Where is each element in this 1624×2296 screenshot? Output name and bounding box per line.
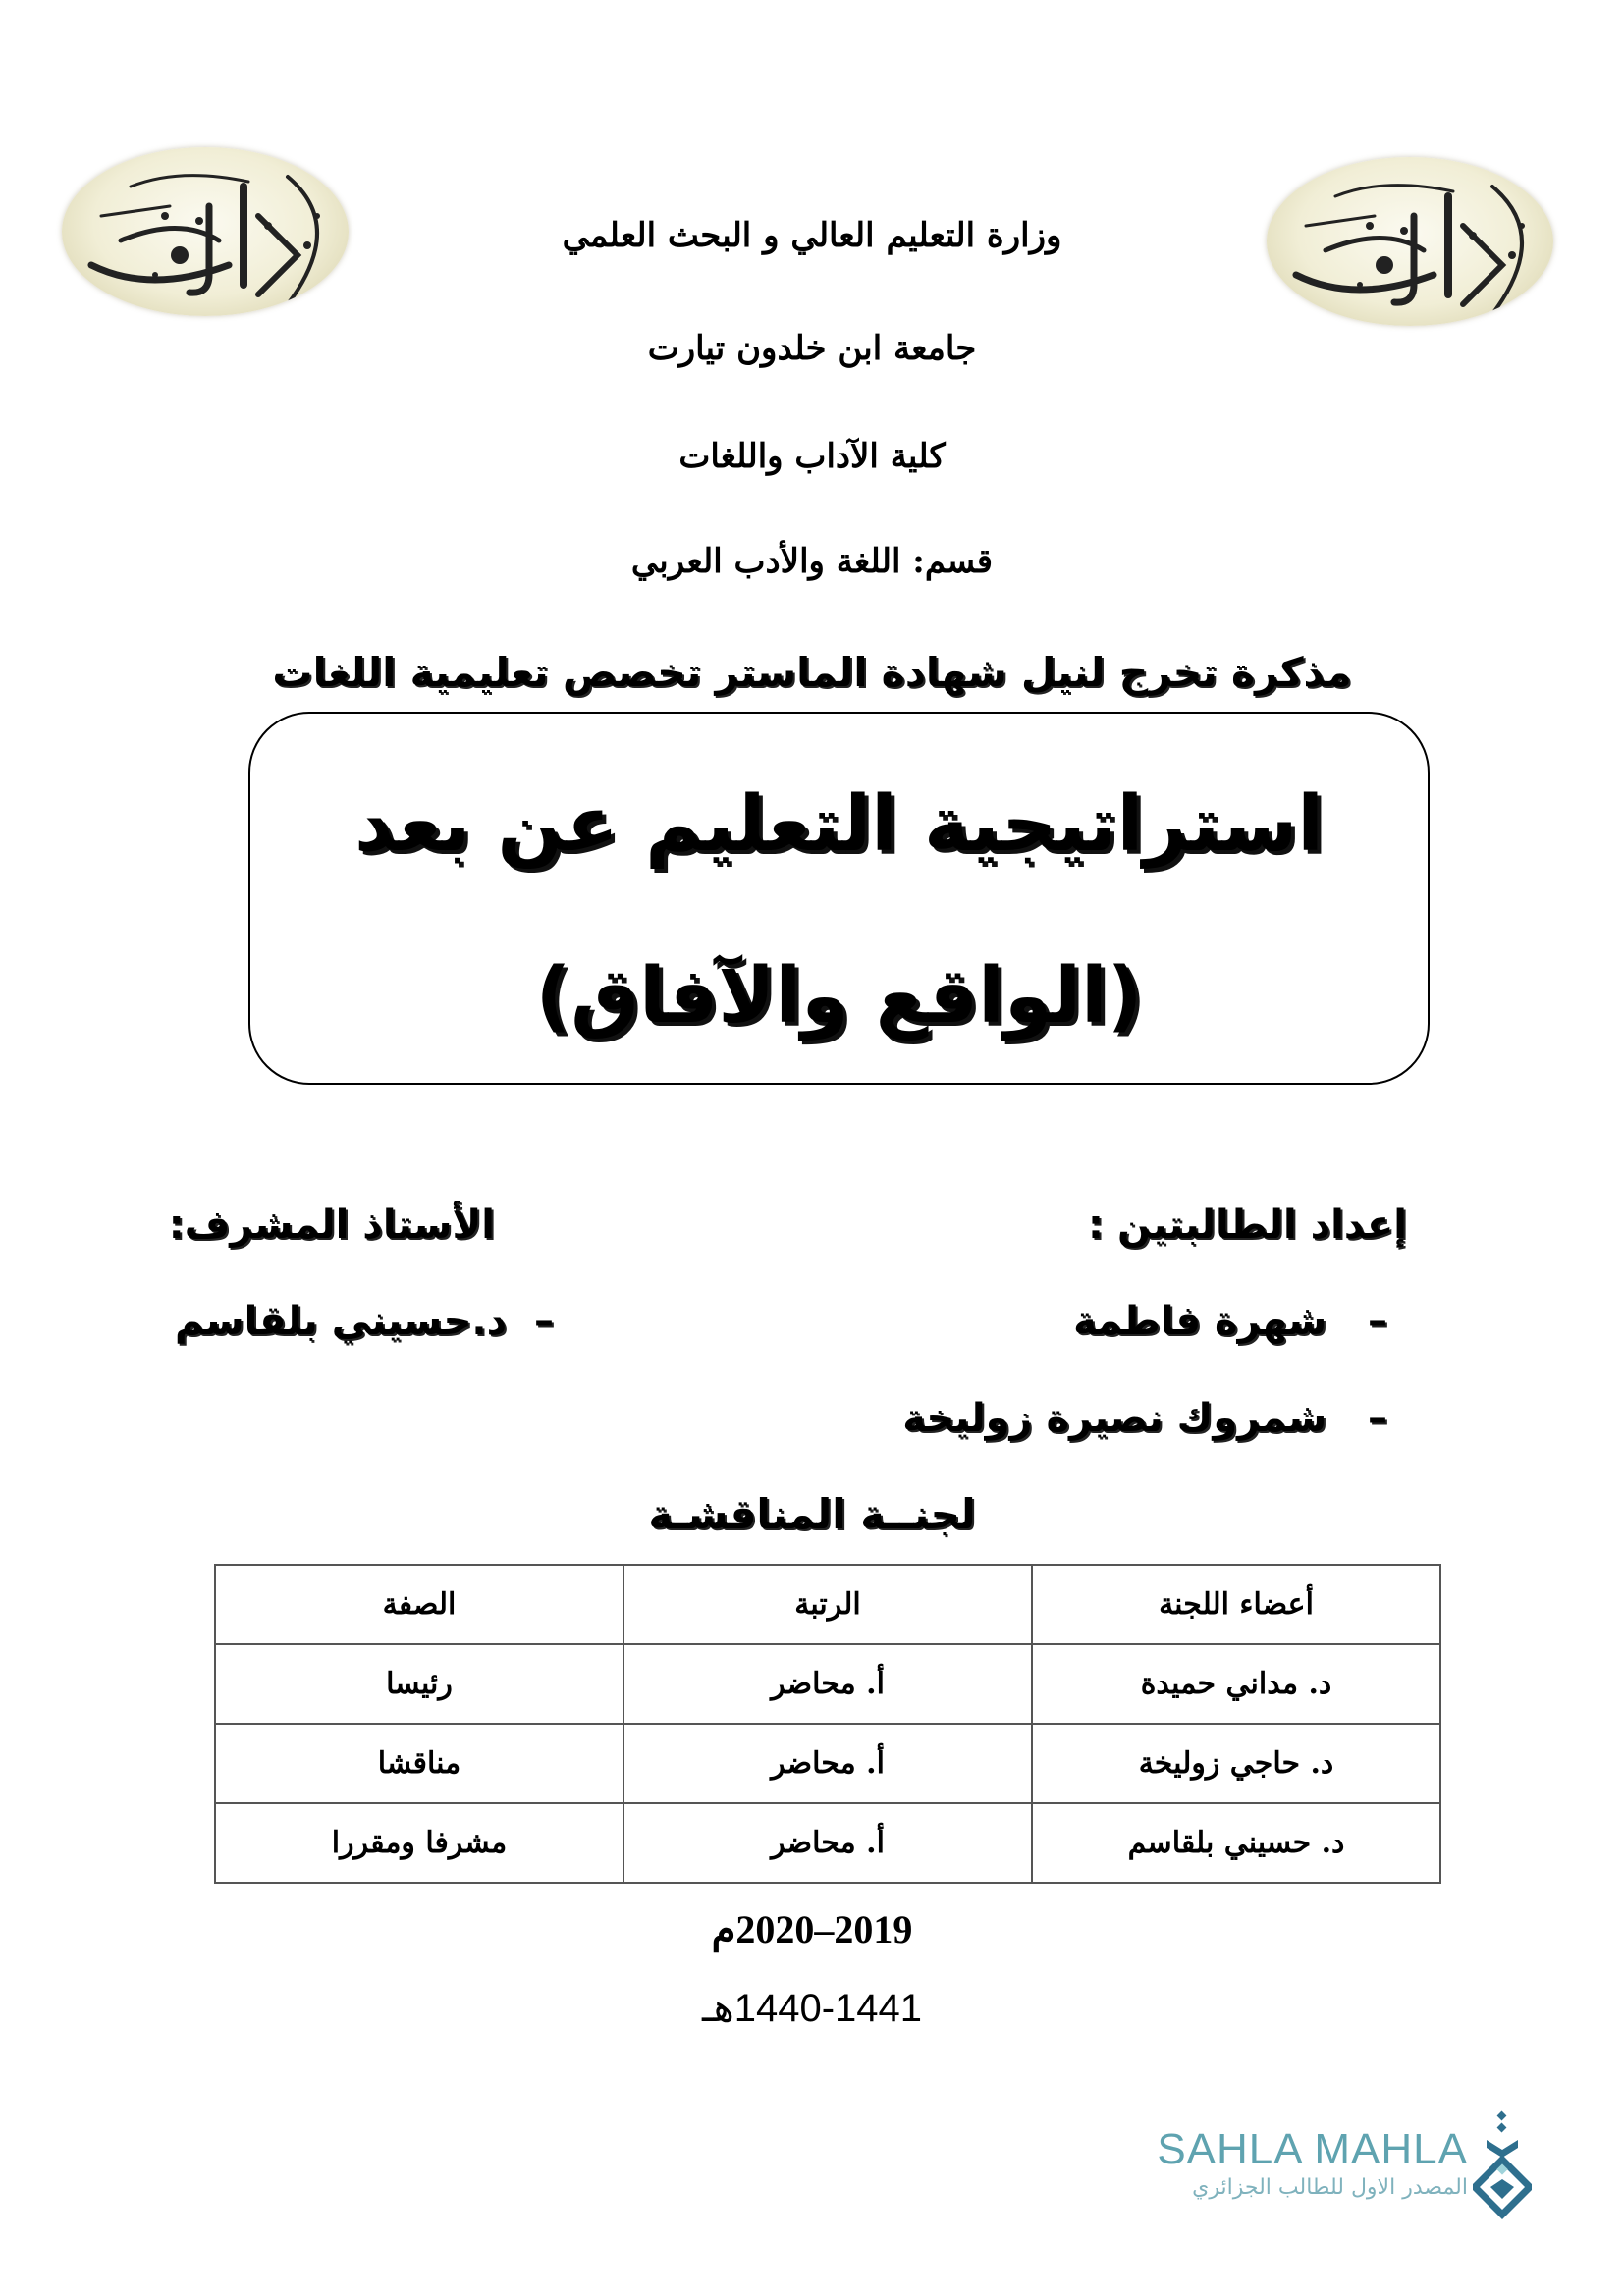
bullet-dash: – (1368, 1396, 1387, 1441)
member-name: د. حاجي زوليخة (1032, 1724, 1440, 1803)
student-name: شمروك نصيرة زوليخة (902, 1396, 1327, 1441)
member-rank: أ. محاضر (623, 1803, 1032, 1883)
hijri-year: 1440-1441هـ (701, 1987, 923, 2030)
student-item (1073, 1292, 1387, 1351)
thesis-title-sub: (الواقع والآفاق) (535, 952, 1143, 1041)
students-label: إعداد الطالبتين : (1088, 1202, 1407, 1248)
member-rank: أ. محاضر (623, 1724, 1032, 1803)
table-row (215, 1803, 1440, 1883)
ministry-name: وزارة التعليم العالي و البحث العلمي (562, 216, 1062, 255)
table-row (215, 1724, 1440, 1803)
member-name: د. حسيني بلقاسم (1032, 1803, 1440, 1883)
bullet-dash: – (1368, 1299, 1387, 1344)
supervisor-name: د.حسيني بلقاسم (174, 1299, 508, 1344)
brand-tagline: المصدر الاول للطالب الجزائري (1192, 2175, 1468, 2200)
university-name: جامعة ابن خلدون تيارت (647, 329, 977, 368)
member-name: د. مداني حميدة (1032, 1644, 1440, 1724)
supervisor-label: الأستاذ المشرف: (168, 1202, 495, 1248)
table-row (215, 1644, 1440, 1724)
column-header: أعضاء اللجنة (1032, 1565, 1440, 1644)
member-role: مناقشا (215, 1724, 623, 1803)
brand-name: SAHLA MAHLA (1157, 2125, 1468, 2173)
column-header: الرتبة (623, 1565, 1032, 1644)
student-name: شهرة فاطمة (1073, 1299, 1327, 1344)
committee-title: لجنــة المناقشـة (648, 1490, 976, 1538)
member-role: رئيسا (215, 1644, 623, 1724)
supervisor-item (175, 1292, 554, 1351)
sahla-mahla-logo-icon (1473, 2110, 1532, 2223)
sahla-mahla-watermark (1100, 2120, 1532, 2238)
department-name: قسم: اللغة والأدب العربي (630, 542, 994, 581)
member-rank: أ. محاضر (623, 1644, 1032, 1724)
student-item (902, 1389, 1387, 1448)
thesis-title: استراتيجية التعليم عن بعد (353, 780, 1325, 869)
committee-table (214, 1564, 1441, 1884)
faculty-name: كلية الآداب واللغات (678, 437, 946, 476)
gregorian-year: 2019–2020م (711, 1907, 913, 1951)
table-header-row (215, 1565, 1440, 1644)
bullet-dash: – (534, 1299, 554, 1344)
column-header: الصفة (215, 1565, 623, 1644)
thesis-subtitle: مذكرة تخرج لنيل شهادة الماستر تخصص تعليمية اللغات (272, 649, 1352, 696)
member-role: مشرفا ومقررا (215, 1803, 623, 1883)
